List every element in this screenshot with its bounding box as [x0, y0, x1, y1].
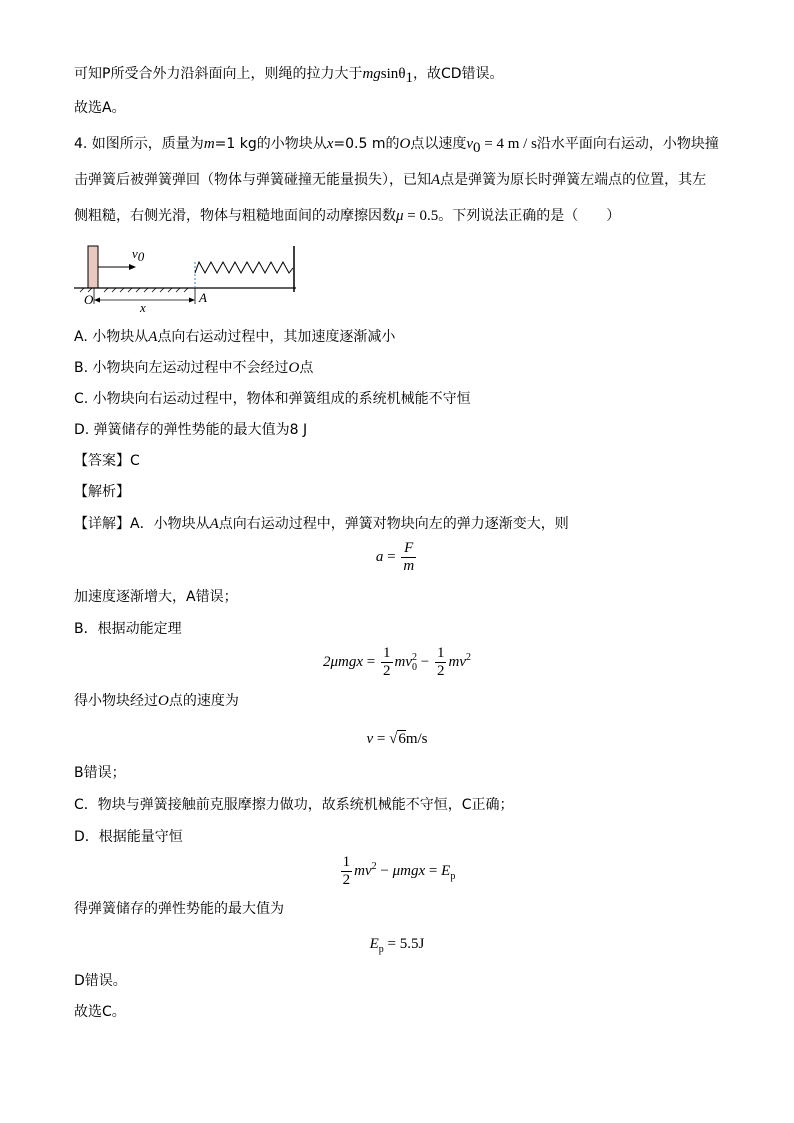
- text: 沿水平面向右运动，小物块撞: [536, 136, 719, 152]
- text: 侧粗糙，右侧光滑，物体与粗糙地面间的动摩擦因数: [74, 208, 396, 224]
- fraction: [435, 645, 447, 680]
- after-equation-1: 加速度逐渐增大，A错误；: [74, 589, 238, 605]
- detail-a: [74, 514, 734, 534]
- numerator: 1: [383, 645, 391, 661]
- math: O: [288, 360, 300, 376]
- sqrt-sign: √: [389, 731, 398, 747]
- math: E: [369, 936, 379, 952]
- math: a: [375, 548, 384, 565]
- text: 得小物块经过: [74, 693, 158, 709]
- question-4-line-1: [74, 134, 734, 158]
- text: A. 小物块从: [74, 329, 149, 345]
- equation-5: [0, 934, 794, 960]
- math-sub: p: [378, 944, 384, 955]
- text: 点以速度: [410, 136, 467, 152]
- ground-hatching: [80, 288, 188, 292]
- numerator: 1: [342, 854, 351, 870]
- math: μ: [396, 208, 404, 224]
- text: 可知P所受合外力沿斜面向上，则绳的拉力大于: [74, 66, 363, 82]
- numerator: 1: [436, 645, 445, 661]
- equation-4: [0, 854, 794, 889]
- math: −: [417, 653, 433, 670]
- math: = 4 m / s: [480, 136, 537, 152]
- spring: [195, 262, 293, 273]
- equation-2: [0, 645, 794, 680]
- math: sin: [380, 66, 399, 82]
- velocity-arrow-head: [129, 264, 136, 270]
- math: μmgx: [392, 862, 426, 879]
- math-sub: 0: [412, 661, 418, 673]
- detail-b: B．根据动能定理: [74, 621, 182, 637]
- math-sup: 2: [371, 860, 377, 872]
- text: 点是弹簧为原长时弹簧左端点的位置，其左: [440, 172, 707, 188]
- answer: 【答案】C: [74, 453, 140, 469]
- final-choice: 故选C。: [74, 1004, 126, 1020]
- math: =: [363, 653, 380, 670]
- math-sub: p: [450, 870, 456, 882]
- text: 【详解】A．小物块从: [74, 516, 210, 532]
- text: 点: [299, 360, 314, 376]
- math-sub: 1: [405, 69, 413, 86]
- text: 点向右运动过程中，弹簧对物块向左的弹力逐渐变大，则: [218, 516, 569, 532]
- math: θ: [398, 66, 406, 82]
- line-conclusion-1: [74, 64, 734, 88]
- math: x: [326, 136, 334, 152]
- label-o: O: [84, 292, 94, 307]
- d-wrong: D错误。: [74, 973, 127, 989]
- numerator: F: [401, 540, 416, 558]
- option-d: D. 弹簧储存的弹性势能的最大值为8 J: [74, 422, 308, 438]
- math: =: [425, 862, 442, 879]
- math: = 0.5: [403, 208, 439, 224]
- math: A: [148, 329, 158, 345]
- detail-c: C．物块与弹簧接触前克服摩擦力做功，故系统机械能不守恒，C正确；: [74, 797, 514, 813]
- text: B. 小物块向左运动过程中不会经过: [74, 360, 289, 376]
- math: v: [366, 731, 374, 747]
- option-a: [74, 327, 734, 347]
- text: =1 kg的小物块从: [214, 136, 327, 152]
- math: 2μmgx: [323, 653, 364, 670]
- analysis-heading: 【解析】: [74, 484, 130, 500]
- math-sub: 0: [473, 139, 481, 156]
- unit: m/s: [405, 731, 428, 747]
- question-4-line-3: [74, 206, 734, 226]
- radicand: 6: [398, 731, 406, 747]
- fraction: [341, 854, 353, 889]
- denominator: 2: [342, 872, 351, 888]
- math: 5.5J: [399, 936, 425, 952]
- text: 点向右运动过程中，其加速度逐渐减小: [157, 329, 396, 345]
- label-x: x: [140, 300, 146, 315]
- math: O: [399, 136, 411, 152]
- b-wrong: B错误；: [74, 765, 126, 781]
- equation-3: [0, 729, 794, 749]
- math: =: [383, 936, 400, 952]
- text: ，故CD错误。: [413, 66, 504, 82]
- text: 点的速度为: [168, 693, 239, 709]
- math: −: [376, 862, 393, 879]
- dimension-arrow-right: [189, 298, 195, 303]
- math: E: [441, 862, 451, 879]
- math-sup: 2: [465, 651, 471, 663]
- velocity-label: v0: [132, 246, 145, 264]
- after-equation-2: [74, 691, 734, 711]
- block: [88, 246, 98, 288]
- dimension-arrow-left: [94, 298, 100, 303]
- math: mv: [394, 653, 413, 670]
- after-equation-4: 得弹簧储存的弹性势能的最大值为: [74, 901, 284, 917]
- fraction: [401, 540, 416, 575]
- detail-d: D．根据能量守恒: [74, 829, 183, 845]
- denominator: 2: [436, 663, 445, 679]
- line-choose-a: 故选A。: [74, 100, 126, 116]
- math-sup: 2: [412, 651, 418, 663]
- fraction: [381, 645, 393, 680]
- math: v: [466, 136, 474, 152]
- math: =: [383, 548, 400, 565]
- math: A: [209, 516, 219, 532]
- denominator: m: [403, 558, 415, 574]
- math: mg: [362, 66, 381, 82]
- option-b: [74, 358, 734, 378]
- spring-block-figure: [74, 242, 304, 316]
- math: mv: [448, 653, 466, 670]
- question-4-line-2: [74, 170, 734, 190]
- math: A: [431, 172, 441, 188]
- text: 。下列说法正确的是（ ）: [438, 208, 621, 224]
- text: =0.5 m的: [333, 136, 400, 152]
- math: =: [373, 731, 390, 747]
- math: O: [158, 693, 169, 709]
- option-c: C. 小物块向右运动过程中，物体和弹簧组成的系统机械能不守恒: [74, 391, 471, 407]
- denominator: 2: [383, 663, 391, 679]
- text: 4. 如图所示，质量为: [74, 136, 204, 152]
- math: mv: [354, 862, 372, 879]
- label-a: A: [199, 290, 207, 305]
- text: 击弹簧后被弹簧弹回（物体与弹簧碰撞无能量损失），已知: [74, 172, 431, 188]
- equation-1: [0, 540, 794, 575]
- math: m: [203, 136, 215, 152]
